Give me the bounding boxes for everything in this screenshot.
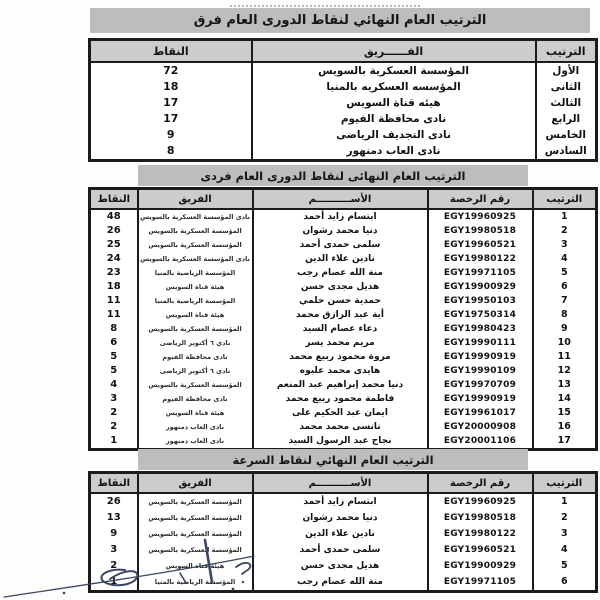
individual-table-header-row [90, 189, 597, 210]
points-cell: 8 [90, 322, 138, 336]
table-row [90, 526, 597, 542]
rank-cell: 6 [533, 280, 597, 294]
table-row [90, 252, 597, 266]
name-cell: دعاء عصام السيد [253, 322, 428, 336]
name-cell: أية عبد الرازق محمد [253, 308, 428, 322]
points-cell: 18 [90, 79, 252, 95]
header-name: الأســــــــــم [253, 189, 428, 210]
header-team: الفريق [138, 189, 253, 210]
table-row [90, 510, 597, 526]
points-cell: 1 [90, 574, 138, 592]
rank-cell: 4 [533, 542, 597, 558]
team-cell: المؤسسة العسكرية بالسويس [138, 493, 253, 510]
rank-cell: 14 [533, 392, 597, 406]
rank-cell: الثانى [536, 79, 597, 95]
team-cell: المؤسسة الرياضية بالمنيا [138, 266, 253, 280]
license-cell: EGY19980122 [428, 252, 533, 266]
rank-cell: الرابع [536, 111, 597, 127]
rank-cell: 10 [533, 336, 597, 350]
name-cell: دنيا محمد رشوان [253, 224, 428, 238]
team-cell: المؤسسة الرياضية بالمنيا [138, 574, 253, 592]
name-cell: نادين علاء الدين [253, 526, 428, 542]
points-cell: 17 [90, 95, 252, 111]
name-cell: سلمى حمدى أحمد [253, 238, 428, 252]
rank-cell: السادس [536, 143, 597, 161]
points-cell: 9 [90, 127, 252, 143]
team-cell: المؤسسة العسكرية بالسويس [138, 542, 253, 558]
rank-cell: 2 [533, 510, 597, 526]
speed-ranking-table [88, 471, 598, 593]
rank-cell: 13 [533, 378, 597, 392]
rank-cell: 6 [533, 574, 597, 592]
license-cell: EGY19971105 [428, 574, 533, 592]
license-cell: EGY20000908 [428, 420, 533, 434]
points-cell: 11 [90, 308, 138, 322]
table-row [90, 336, 597, 350]
table-row [90, 224, 597, 238]
license-cell: EGY19980423 [428, 322, 533, 336]
table-row [90, 95, 597, 111]
table-row [90, 434, 597, 450]
points-cell: 11 [90, 294, 138, 308]
points-cell: 18 [90, 280, 138, 294]
rank-cell: 15 [533, 406, 597, 420]
team-cell: نادى محافظة الفيوم [252, 111, 536, 127]
rank-cell: 1 [533, 493, 597, 510]
rank-cell: 12 [533, 364, 597, 378]
header-name: الأســــــــــم [253, 473, 428, 494]
team-cell: هيئه قناة السويس [252, 95, 536, 111]
teams-ranking-table [88, 38, 598, 162]
table-row [90, 542, 597, 558]
team-cell: المؤسسة العسكرية بالسويس [138, 224, 253, 238]
rank-cell: 4 [533, 252, 597, 266]
name-cell: منة الله عصام رجب [253, 574, 428, 592]
team-cell: المؤسسة العسكرية بالسويس [138, 238, 253, 252]
points-cell: 6 [90, 336, 138, 350]
header-team: الفريق [138, 473, 253, 494]
name-cell: مروة محمود ربيع محمد [253, 350, 428, 364]
rank-cell: 2 [533, 224, 597, 238]
table-row [90, 238, 597, 252]
speed-table-title: الترتيب العام النهائي لنقاط السرعة [138, 449, 528, 470]
name-cell: حمدية حسن حلمي [253, 294, 428, 308]
table-row [90, 493, 597, 510]
table-row [90, 79, 597, 95]
table-row [90, 392, 597, 406]
license-cell: EGY19900929 [428, 558, 533, 574]
points-cell: 26 [90, 224, 138, 238]
teams-table-title: الترتيب العام النهائي لنقاط الدورى العام فرق [90, 8, 590, 33]
name-cell: دنيا محمد إبراهيم عبد المنعم [253, 378, 428, 392]
license-cell: EGY19971105 [428, 266, 533, 280]
license-cell: EGY19990111 [428, 336, 533, 350]
rank-cell: 8 [533, 308, 597, 322]
team-cell: نادي ٦ أكتوبر الرياضى [138, 336, 253, 350]
teams-table-header-row [90, 40, 597, 63]
license-cell: EGY19961017 [428, 406, 533, 420]
header-rank: الترتيب [533, 473, 597, 494]
points-cell: 48 [90, 209, 138, 224]
table-row [90, 266, 597, 280]
individual-table-title: الترتيب العام النهائى لنقاط الدورى العام فردى [138, 165, 528, 186]
rank-cell: 9 [533, 322, 597, 336]
rank-cell: 7 [533, 294, 597, 308]
rank-cell: 5 [533, 266, 597, 280]
name-cell: فاطمة محمود ربيع محمد [253, 392, 428, 406]
points-cell: 72 [90, 62, 252, 79]
team-cell: نادى محافظة الفيوم [138, 392, 253, 406]
rank-cell: 16 [533, 420, 597, 434]
points-cell: 2 [90, 420, 138, 434]
rank-cell: الثالث [536, 95, 597, 111]
points-cell: 26 [90, 493, 138, 510]
license-cell: EGY19750314 [428, 308, 533, 322]
name-cell: دنيا محمد رشوان [253, 510, 428, 526]
points-cell: 3 [90, 542, 138, 558]
license-cell: EGY19980518 [428, 510, 533, 526]
points-cell: 24 [90, 252, 138, 266]
table-row [90, 280, 597, 294]
team-cell: نادى محافظة الفيوم [138, 350, 253, 364]
team-cell: نادى المؤسسة العسكرية بالسويس [138, 252, 253, 266]
header-points: النقاط [90, 189, 138, 210]
name-cell: ابتسام زايد أحمد [253, 493, 428, 510]
points-cell: 25 [90, 238, 138, 252]
points-cell: 2 [90, 406, 138, 420]
team-cell: هيئة قناة السويس [138, 558, 253, 574]
table-row [90, 209, 597, 224]
table-row [90, 143, 597, 161]
license-cell: EGY19960925 [428, 209, 533, 224]
team-cell: المؤسسة الرياضية بالمنيا [138, 294, 253, 308]
rank-cell: الخامس [536, 127, 597, 143]
table-row [90, 322, 597, 336]
speed-table-header-row [90, 473, 597, 494]
team-cell: نادى المؤسسة العسكرية بالسويس [138, 209, 253, 224]
team-cell: المؤسسة العسكرية بالسويس [138, 510, 253, 526]
team-cell: المؤسسة العسكرية بالسويس [138, 322, 253, 336]
table-row [90, 364, 597, 378]
name-cell: سلمى حمدى أحمد [253, 542, 428, 558]
name-cell: ابتسام زايد أحمد [253, 209, 428, 224]
license-cell: EGY19980122 [428, 526, 533, 542]
rank-cell: 3 [533, 526, 597, 542]
individual-ranking-table [88, 187, 598, 451]
header-rank: الترتيب [536, 40, 597, 63]
header-license: رقم الرخصة [428, 473, 533, 494]
name-cell: هايدى محمد عليوه [253, 364, 428, 378]
team-cell: نادى العاب دمنهور [138, 434, 253, 450]
table-row [90, 62, 597, 79]
license-cell: EGY19990109 [428, 364, 533, 378]
license-cell: EGY19900929 [428, 280, 533, 294]
license-cell: EGY19960925 [428, 493, 533, 510]
points-cell: 8 [90, 143, 252, 161]
license-cell: EGY19990919 [428, 350, 533, 364]
table-row [90, 420, 597, 434]
points-cell: 17 [90, 111, 252, 127]
team-cell: المؤسسة العسكرية بالسويس [252, 62, 536, 79]
team-cell: نادى العاب دمنهور [252, 143, 536, 161]
license-cell: EGY19990919 [428, 392, 533, 406]
rank-cell: الأول [536, 62, 597, 79]
name-cell: نجاح عبد الرسول السيد [253, 434, 428, 450]
name-cell: منة الله عصام رجب [253, 266, 428, 280]
team-cell: المؤسسة العسكرية بالسويس [138, 378, 253, 392]
team-cell: هيئة قناة السويس [138, 280, 253, 294]
name-cell: هديل مجدى حسن [253, 280, 428, 294]
team-cell: نادي ٦ أكتوبر الرياضى [138, 364, 253, 378]
team-cell: هيئة قناة السويس [138, 308, 253, 322]
table-row [90, 294, 597, 308]
header-team: الفــــــريق [252, 40, 536, 63]
table-row [90, 127, 597, 143]
rank-cell: 3 [533, 238, 597, 252]
points-cell: 2 [90, 558, 138, 574]
clipped-text-fragment [230, 1, 420, 7]
team-cell: نادى العاب دمنهور [138, 420, 253, 434]
header-license: رقم الرخصة [428, 189, 533, 210]
points-cell: 23 [90, 266, 138, 280]
table-row [90, 350, 597, 364]
points-cell: 1 [90, 434, 138, 450]
name-cell: نادين علاء الدين [253, 252, 428, 266]
team-cell: المؤسسه العسكريه بالمنيا [252, 79, 536, 95]
license-cell: EGY19970709 [428, 378, 533, 392]
table-row [90, 558, 597, 574]
header-points: النقاط [90, 473, 138, 494]
license-cell: EGY19980518 [428, 224, 533, 238]
team-cell: المؤسسة العسكرية بالسويس [138, 526, 253, 542]
table-row [90, 111, 597, 127]
team-cell: نادى التجديف الرياضى [252, 127, 536, 143]
points-cell: 9 [90, 526, 138, 542]
points-cell: 13 [90, 510, 138, 526]
license-cell: EGY19960521 [428, 542, 533, 558]
team-cell: هيئة قناة السويس [138, 406, 253, 420]
rank-cell: 1 [533, 209, 597, 224]
table-row [90, 378, 597, 392]
license-cell: EGY19960521 [428, 238, 533, 252]
table-row [90, 308, 597, 322]
header-rank: الترتيب [533, 189, 597, 210]
points-cell: 3 [90, 392, 138, 406]
name-cell: هديل مجدى حسن [253, 558, 428, 574]
rank-cell: 11 [533, 350, 597, 364]
points-cell: 5 [90, 350, 138, 364]
table-row [90, 574, 597, 592]
name-cell: ايمان عبد الحكيم على [253, 406, 428, 420]
license-cell: EGY20001106 [428, 434, 533, 450]
table-row [90, 406, 597, 420]
points-cell: 5 [90, 364, 138, 378]
rank-cell: 17 [533, 434, 597, 450]
header-points: النقاط [90, 40, 252, 63]
rank-cell: 5 [533, 558, 597, 574]
license-cell: EGY19950103 [428, 294, 533, 308]
name-cell: مريم محمد يسر [253, 336, 428, 350]
name-cell: نانسى محمد محمد [253, 420, 428, 434]
points-cell: 4 [90, 378, 138, 392]
